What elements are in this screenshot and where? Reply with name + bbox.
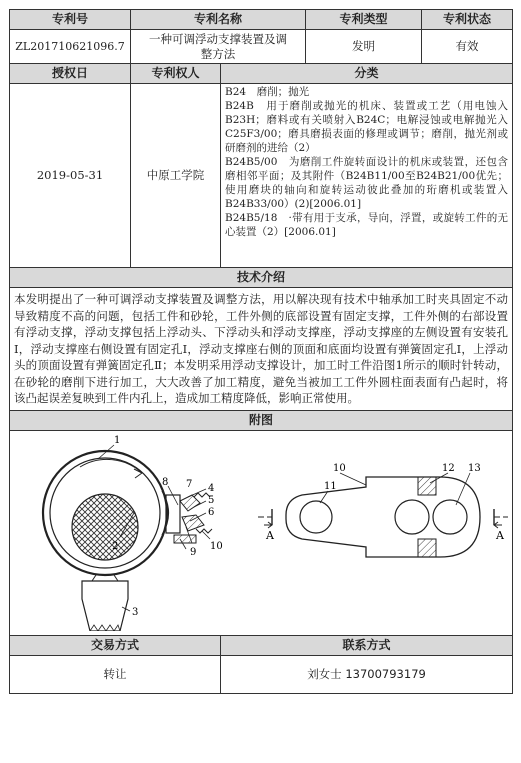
contact-info: 刘女士 13700793179 bbox=[221, 655, 513, 693]
spring-icon bbox=[196, 529, 212, 533]
patent-table bbox=[9, 9, 513, 694]
support-seat-outline bbox=[286, 477, 480, 557]
label-num: 2 bbox=[112, 540, 119, 552]
fixed-support bbox=[82, 581, 128, 631]
label-num: 10 bbox=[333, 462, 346, 474]
fixed-hole bbox=[395, 500, 429, 534]
grinding-wheel bbox=[72, 494, 138, 560]
trade-header-row bbox=[10, 635, 513, 655]
figure-label: 附图 bbox=[10, 410, 513, 430]
figure-2 bbox=[258, 463, 508, 557]
owner-label: 专利权人 bbox=[131, 64, 221, 84]
patent-status-label: 专利状态 bbox=[422, 10, 513, 30]
label-num: 7 bbox=[186, 478, 193, 490]
grant-date-label: 授权日 bbox=[10, 64, 131, 84]
figure-row bbox=[10, 430, 513, 635]
label-num: 6 bbox=[208, 506, 215, 518]
label-num: 10 bbox=[210, 540, 223, 552]
figure-header-row bbox=[10, 410, 513, 430]
header-row-1 bbox=[10, 10, 513, 30]
patent-name-label: 专利名称 bbox=[131, 10, 306, 30]
trade-method-label: 交易方式 bbox=[10, 635, 221, 655]
details-row bbox=[10, 84, 513, 268]
patent-number: ZL201710621096.7 bbox=[10, 30, 131, 64]
intro-header-row bbox=[10, 268, 513, 288]
patent-sheet bbox=[9, 9, 512, 754]
intro-row bbox=[10, 288, 513, 411]
intro-text: 本发明提出了一种可调浮动支撑装置及调整方法，用以解决现有技术中轴承加工时夹具固定不动导致精度不高的问题，包括工件和砂轮，工件外侧的底部设置有固定支撑，工件外侧的右部设置有浮动支撑，浮动支撑包括上浮动头、下浮动头和浮动支撑座，浮动支撑座的左侧设置有安装孔Ⅰ，浮动支撑座右侧设置有固定孔Ⅰ，浮动支撑座右侧的顶面和底面均设置有弹簧固定孔Ⅰ，上浮动头的顶面设置有弹簧固定孔Ⅱ；本发明采用浮动支撑设计，加工时工件沿图1所示的顺时针转动，在砂轮的磨削下进行加工，大大改善了加工精度，避免当被加工工件外圆柱面表面有凸起时，将该凸起误差复映到工件内孔上，造成加工精度降低，影响正常使用。 bbox=[10, 288, 513, 411]
section-arrow-icon bbox=[494, 522, 502, 528]
spring-hole-top bbox=[418, 477, 436, 495]
label-num: 1 bbox=[114, 434, 121, 446]
mounting-hole bbox=[300, 501, 332, 533]
trade-method: 转让 bbox=[10, 655, 221, 693]
class-line: B24 磨削；抛光 bbox=[225, 86, 310, 98]
patent-type: 发明 bbox=[306, 30, 422, 64]
figure-1 bbox=[43, 435, 223, 631]
classification-label: 分类 bbox=[221, 64, 513, 84]
trade-row bbox=[10, 655, 513, 693]
section-arrow-icon bbox=[264, 522, 272, 528]
patent-drawing bbox=[10, 431, 511, 631]
intro-label: 技术介绍 bbox=[10, 268, 513, 288]
class-line: B24B5/00 为磨削工件旋转面设计的机床或装置，还包含磨相邻平面；及其附件（B24B11/00至B24B21/00优先；使用磨块的轴向和旋转运动彼此叠加的珩磨机或装置入B24B33/00）(2)[2006.01] bbox=[225, 156, 509, 210]
classification bbox=[221, 84, 513, 268]
header-row-2 bbox=[10, 64, 513, 84]
label-num: 12 bbox=[442, 462, 455, 474]
section-mark: A bbox=[496, 528, 504, 542]
class-line: B24B 用于磨削或抛光的机床、装置或工艺（用电蚀入B23H；磨料或有关喷射入B24C；电解浸蚀或电解抛光入C25F3/00；磨具磨损表面的修理或调节；磨削，抛光剂或研磨剂的进给（2） bbox=[225, 100, 509, 154]
class-line: B24B5/18 ·带有用于支承，导向，浮置，或旋转工件的无心装置（2）[2006.01] bbox=[225, 212, 509, 238]
patent-info-row bbox=[10, 30, 513, 64]
section-mark: A bbox=[266, 528, 274, 542]
patent-type-label: 专利类型 bbox=[306, 10, 422, 30]
rotation-arrow-icon bbox=[134, 469, 142, 478]
label-num: 4 bbox=[208, 482, 215, 494]
patent-name: 一种可调浮动支撑装置及调整方法 bbox=[131, 30, 306, 64]
fixed-hole bbox=[433, 500, 467, 534]
patent-status: 有效 bbox=[422, 30, 513, 64]
label-num: 5 bbox=[208, 494, 215, 506]
spring-hole-bottom bbox=[418, 539, 436, 557]
label-num: 13 bbox=[468, 462, 481, 474]
patent-no-label: 专利号 bbox=[10, 10, 131, 30]
owner: 中原工学院 bbox=[131, 84, 221, 268]
grant-date: 2019-05-31 bbox=[10, 84, 131, 268]
label-num: 3 bbox=[132, 606, 139, 618]
figure-cell bbox=[10, 430, 513, 635]
label-num: 8 bbox=[162, 476, 169, 488]
label-num: 11 bbox=[324, 480, 337, 492]
label-num: 9 bbox=[190, 546, 197, 558]
contact-label: 联系方式 bbox=[221, 635, 513, 655]
